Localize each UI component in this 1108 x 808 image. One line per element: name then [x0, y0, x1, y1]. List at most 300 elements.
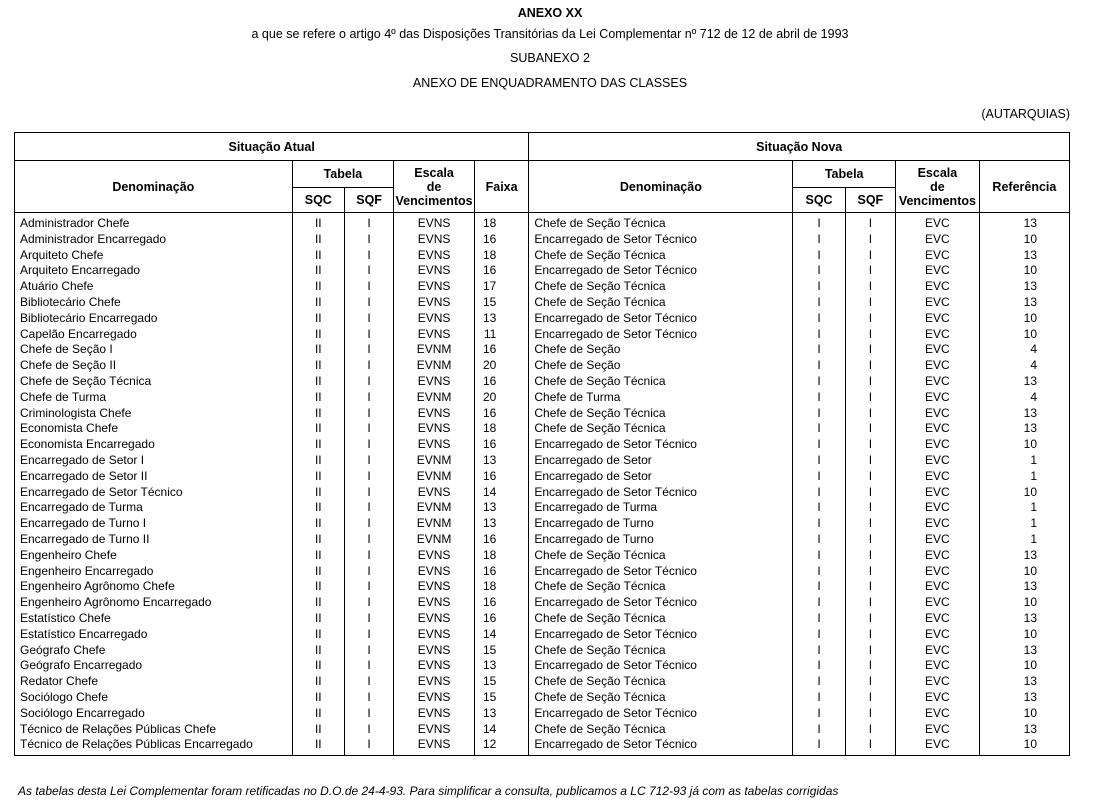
- cell-sqf: I: [344, 263, 393, 279]
- cell-sqf-new: I: [845, 263, 895, 279]
- cell-escala: EVNS: [394, 737, 475, 755]
- cell-denominacao-new: Encarregado de Turno: [529, 516, 793, 532]
- cell-sqc-new: I: [793, 706, 845, 722]
- table-row: [15, 421, 1070, 437]
- cell-escala: EVNS: [394, 658, 475, 674]
- cell-sqf-new: I: [845, 690, 895, 706]
- column-header-sqc: SQC: [292, 188, 344, 213]
- cell-escala: EVNS: [394, 213, 475, 232]
- cell-denominacao-new: Chefe de Seção Técnica: [529, 213, 793, 232]
- cell-escala-new: EVC: [896, 421, 980, 437]
- cell-sqc-new: I: [793, 595, 845, 611]
- table-row: [15, 453, 1070, 469]
- cell-escala: EVNS: [394, 643, 475, 659]
- cell-sqf-new: I: [845, 406, 895, 422]
- cell-sqc: II: [292, 469, 344, 485]
- cell-sqc-new: I: [793, 485, 845, 501]
- cell-sqf-new: I: [845, 342, 895, 358]
- cell-referencia: 13: [979, 548, 1069, 564]
- cell-escala-new: EVC: [896, 548, 980, 564]
- cell-denominacao: Administrador Chefe: [15, 213, 293, 232]
- cell-denominacao: Chefe de Seção I: [15, 342, 293, 358]
- cell-faixa: 20: [474, 358, 528, 374]
- cell-sqc: II: [292, 611, 344, 627]
- cell-referencia: 13: [979, 674, 1069, 690]
- cell-faixa: 18: [474, 248, 528, 264]
- column-header-referencia: Referência: [979, 161, 1069, 213]
- cell-sqf-new: I: [845, 627, 895, 643]
- table-row: [15, 327, 1070, 343]
- cell-sqc-new: I: [793, 548, 845, 564]
- cell-referencia: 10: [979, 327, 1069, 343]
- cell-faixa: 16: [474, 232, 528, 248]
- cell-sqc-new: I: [793, 532, 845, 548]
- cell-denominacao: Sociólogo Chefe: [15, 690, 293, 706]
- cell-denominacao: Bibliotecário Encarregado: [15, 311, 293, 327]
- cell-sqf: I: [344, 579, 393, 595]
- cell-denominacao: Bibliotecário Chefe: [15, 295, 293, 311]
- cell-sqf: I: [344, 548, 393, 564]
- cell-sqf-new: I: [845, 390, 895, 406]
- cell-escala-new: EVC: [896, 595, 980, 611]
- cell-escala-new: EVC: [896, 500, 980, 516]
- cell-sqf: I: [344, 358, 393, 374]
- cell-denominacao: Engenheiro Agrônomo Encarregado: [15, 595, 293, 611]
- cell-sqc: II: [292, 437, 344, 453]
- cell-denominacao-new: Chefe de Seção Técnica: [529, 674, 793, 690]
- cell-sqf-new: I: [845, 674, 895, 690]
- cell-escala: EVNS: [394, 627, 475, 643]
- cell-escala-new: EVC: [896, 358, 980, 374]
- cell-denominacao: Estatístico Chefe: [15, 611, 293, 627]
- cell-denominacao: Administrador Encarregado: [15, 232, 293, 248]
- cell-sqf: I: [344, 706, 393, 722]
- footer-note: As tabelas desta Lei Complementar foram retificadas no D.O.de 24-4-93. Para simplificar a consulta, publicamos a LC 712-93 já com as tabelas corrigidas: [18, 784, 839, 798]
- cell-faixa: 13: [474, 311, 528, 327]
- cell-denominacao-new: Chefe de Seção Técnica: [529, 421, 793, 437]
- table-row: [15, 737, 1070, 755]
- table-row: [15, 232, 1070, 248]
- cell-denominacao: Técnico de Relações Públicas Chefe: [15, 722, 293, 738]
- cell-referencia: 13: [979, 279, 1069, 295]
- cell-sqf-new: I: [845, 311, 895, 327]
- cell-faixa: 16: [474, 595, 528, 611]
- cell-faixa: 15: [474, 674, 528, 690]
- cell-referencia: 13: [979, 295, 1069, 311]
- table-row: [15, 706, 1070, 722]
- cell-denominacao-new: Encarregado de Setor Técnico: [529, 564, 793, 580]
- cell-sqc: II: [292, 311, 344, 327]
- cell-escala: EVNS: [394, 579, 475, 595]
- cell-denominacao-new: Chefe de Seção Técnica: [529, 579, 793, 595]
- group-header-new: Situação Nova: [529, 133, 1070, 161]
- cell-escala-new: EVC: [896, 248, 980, 264]
- cell-faixa: 16: [474, 342, 528, 358]
- cell-escala: EVNS: [394, 611, 475, 627]
- cell-sqc: II: [292, 690, 344, 706]
- cell-sqf: I: [344, 390, 393, 406]
- cell-escala-new: EVC: [896, 232, 980, 248]
- cell-escala: EVNS: [394, 421, 475, 437]
- cell-referencia: 10: [979, 311, 1069, 327]
- cell-referencia: 13: [979, 213, 1069, 232]
- cell-sqc: II: [292, 421, 344, 437]
- cell-sqc-new: I: [793, 674, 845, 690]
- classification-table: [14, 132, 1070, 756]
- cell-faixa: 13: [474, 500, 528, 516]
- cell-sqf: I: [344, 737, 393, 755]
- cell-escala-new: EVC: [896, 374, 980, 390]
- table-row: [15, 213, 1070, 232]
- cell-sqf-new: I: [845, 564, 895, 580]
- table-row: [15, 611, 1070, 627]
- cell-faixa: 13: [474, 658, 528, 674]
- cell-denominacao-new: Encarregado de Setor Técnico: [529, 658, 793, 674]
- cell-referencia: 10: [979, 485, 1069, 501]
- cell-denominacao-new: Chefe de Seção Técnica: [529, 690, 793, 706]
- cell-sqf-new: I: [845, 722, 895, 738]
- column-header-denominacao-new: Denominação: [529, 161, 793, 213]
- cell-sqf: I: [344, 248, 393, 264]
- cell-sqf-new: I: [845, 548, 895, 564]
- cell-referencia: 4: [979, 390, 1069, 406]
- cell-referencia: 13: [979, 374, 1069, 390]
- cell-referencia: 10: [979, 232, 1069, 248]
- column-header-tabela-new: Tabela: [793, 161, 896, 188]
- cell-sqc: II: [292, 737, 344, 755]
- cell-sqc-new: I: [793, 643, 845, 659]
- cell-escala: EVNS: [394, 706, 475, 722]
- cell-escala: EVNM: [394, 342, 475, 358]
- cell-denominacao-new: Encarregado de Setor Técnico: [529, 263, 793, 279]
- cell-denominacao: Encarregado de Turma: [15, 500, 293, 516]
- cell-escala: EVNS: [394, 485, 475, 501]
- cell-referencia: 1: [979, 500, 1069, 516]
- cell-escala-new: EVC: [896, 706, 980, 722]
- cell-sqf-new: I: [845, 658, 895, 674]
- cell-escala-new: EVC: [896, 643, 980, 659]
- cell-denominacao-new: Chefe de Seção Técnica: [529, 279, 793, 295]
- cell-denominacao-new: Chefe de Seção: [529, 342, 793, 358]
- cell-sqf: I: [344, 453, 393, 469]
- column-header-sqf-new: SQF: [845, 188, 895, 213]
- cell-sqc-new: I: [793, 248, 845, 264]
- cell-sqf-new: I: [845, 469, 895, 485]
- cell-escala-new: EVC: [896, 295, 980, 311]
- cell-sqc: II: [292, 722, 344, 738]
- cell-escala-new: EVC: [896, 532, 980, 548]
- table-row: [15, 406, 1070, 422]
- cell-denominacao-new: Encarregado de Setor Técnico: [529, 327, 793, 343]
- cell-sqc: II: [292, 548, 344, 564]
- cell-escala: EVNS: [394, 595, 475, 611]
- cell-sqf-new: I: [845, 279, 895, 295]
- cell-escala: EVNS: [394, 437, 475, 453]
- annex-title: ANEXO XX: [517, 6, 583, 20]
- cell-denominacao: Engenheiro Agrônomo Chefe: [15, 579, 293, 595]
- cell-faixa: 18: [474, 213, 528, 232]
- cell-escala-new: EVC: [896, 390, 980, 406]
- cell-sqc: II: [292, 532, 344, 548]
- cell-sqf: I: [344, 279, 393, 295]
- cell-escala: EVNS: [394, 311, 475, 327]
- cell-escala-new: EVC: [896, 469, 980, 485]
- cell-escala-new: EVC: [896, 627, 980, 643]
- cell-referencia: 10: [979, 627, 1069, 643]
- cell-faixa: 12: [474, 737, 528, 755]
- cell-sqf: I: [344, 516, 393, 532]
- cell-referencia: 1: [979, 453, 1069, 469]
- cell-sqf-new: I: [845, 516, 895, 532]
- table-row: [15, 579, 1070, 595]
- cell-denominacao: Geógrafo Chefe: [15, 643, 293, 659]
- cell-escala-new: EVC: [896, 737, 980, 755]
- cell-sqc: II: [292, 279, 344, 295]
- cell-denominacao: Encarregado de Setor Técnico: [15, 485, 293, 501]
- cell-denominacao: Chefe de Seção II: [15, 358, 293, 374]
- cell-referencia: 13: [979, 611, 1069, 627]
- cell-sqc-new: I: [793, 406, 845, 422]
- cell-denominacao: Sociólogo Encarregado: [15, 706, 293, 722]
- cell-sqc-new: I: [793, 421, 845, 437]
- cell-faixa: 13: [474, 706, 528, 722]
- cell-escala: EVNS: [394, 564, 475, 580]
- cell-escala-new: EVC: [896, 485, 980, 501]
- cell-sqc: II: [292, 248, 344, 264]
- annex-subtitle: a que se refere o artigo 4º das Disposições Transitórias da Lei Complementar nº 712 de 12 de abril de 1993: [251, 27, 849, 41]
- cell-referencia: 10: [979, 263, 1069, 279]
- cell-sqc: II: [292, 674, 344, 690]
- cell-escala: EVNS: [394, 722, 475, 738]
- cell-faixa: 14: [474, 722, 528, 738]
- cell-denominacao-new: Encarregado de Setor Técnico: [529, 485, 793, 501]
- cell-denominacao: Chefe de Seção Técnica: [15, 374, 293, 390]
- table-row: [15, 311, 1070, 327]
- cell-faixa: 16: [474, 469, 528, 485]
- cell-sqf: I: [344, 690, 393, 706]
- cell-escala: EVNM: [394, 390, 475, 406]
- cell-escala: EVNM: [394, 500, 475, 516]
- cell-referencia: 10: [979, 658, 1069, 674]
- cell-denominacao-new: Chefe de Turma: [529, 390, 793, 406]
- cell-sqc: II: [292, 358, 344, 374]
- cell-referencia: 13: [979, 421, 1069, 437]
- cell-escala-new: EVC: [896, 327, 980, 343]
- cell-referencia: 1: [979, 516, 1069, 532]
- cell-faixa: 15: [474, 643, 528, 659]
- cell-sqc-new: I: [793, 213, 845, 232]
- cell-denominacao: Atuário Chefe: [15, 279, 293, 295]
- cell-sqf-new: I: [845, 500, 895, 516]
- cell-escala-new: EVC: [896, 213, 980, 232]
- cell-denominacao: Encarregado de Setor II: [15, 469, 293, 485]
- cell-sqc: II: [292, 406, 344, 422]
- cell-faixa: 15: [474, 295, 528, 311]
- cell-sqc-new: I: [793, 263, 845, 279]
- cell-sqf: I: [344, 627, 393, 643]
- cell-escala-new: EVC: [896, 579, 980, 595]
- cell-denominacao-new: Encarregado de Setor Técnico: [529, 311, 793, 327]
- cell-sqc-new: I: [793, 627, 845, 643]
- table-row: [15, 595, 1070, 611]
- cell-denominacao: Encarregado de Turno I: [15, 516, 293, 532]
- cell-denominacao: Estatístico Encarregado: [15, 627, 293, 643]
- cell-sqc: II: [292, 627, 344, 643]
- cell-escala-new: EVC: [896, 279, 980, 295]
- cell-escala: EVNS: [394, 279, 475, 295]
- cell-escala: EVNS: [394, 232, 475, 248]
- cell-sqf: I: [344, 437, 393, 453]
- cell-referencia: 10: [979, 595, 1069, 611]
- cell-sqf-new: I: [845, 485, 895, 501]
- cell-denominacao: Chefe de Turma: [15, 390, 293, 406]
- table-row: [15, 342, 1070, 358]
- cell-denominacao-new: Chefe de Seção Técnica: [529, 611, 793, 627]
- cell-sqf: I: [344, 485, 393, 501]
- cell-sqf-new: I: [845, 248, 895, 264]
- table-row: [15, 437, 1070, 453]
- cell-sqc-new: I: [793, 342, 845, 358]
- cell-sqf-new: I: [845, 213, 895, 232]
- cell-faixa: 11: [474, 327, 528, 343]
- cell-sqf: I: [344, 421, 393, 437]
- cell-denominacao-new: Encarregado de Turma: [529, 500, 793, 516]
- cell-sqf-new: I: [845, 706, 895, 722]
- cell-referencia: 10: [979, 437, 1069, 453]
- cell-sqf: I: [344, 469, 393, 485]
- table-row: [15, 248, 1070, 264]
- cell-referencia: 4: [979, 358, 1069, 374]
- cell-referencia: 13: [979, 248, 1069, 264]
- cell-sqf-new: I: [845, 295, 895, 311]
- cell-sqf-new: I: [845, 358, 895, 374]
- cell-denominacao-new: Chefe de Seção Técnica: [529, 643, 793, 659]
- cell-sqc: II: [292, 706, 344, 722]
- cell-sqf-new: I: [845, 374, 895, 390]
- cell-sqc-new: I: [793, 453, 845, 469]
- cell-sqf-new: I: [845, 437, 895, 453]
- cell-denominacao-new: Encarregado de Setor Técnico: [529, 627, 793, 643]
- cell-escala: EVNS: [394, 690, 475, 706]
- cell-escala: EVNM: [394, 469, 475, 485]
- cell-sqf: I: [344, 674, 393, 690]
- cell-sqc-new: I: [793, 232, 845, 248]
- table-row: [15, 532, 1070, 548]
- cell-denominacao-new: Encarregado de Setor Técnico: [529, 706, 793, 722]
- cell-referencia: 13: [979, 579, 1069, 595]
- cell-denominacao: Criminologista Chefe: [15, 406, 293, 422]
- cell-sqf-new: I: [845, 327, 895, 343]
- cell-sqc-new: I: [793, 737, 845, 755]
- cell-faixa: 16: [474, 406, 528, 422]
- column-header-tabela: Tabela: [292, 161, 394, 188]
- table-row: [15, 374, 1070, 390]
- cell-sqf: I: [344, 532, 393, 548]
- cell-referencia: 1: [979, 469, 1069, 485]
- table-row: [15, 658, 1070, 674]
- cell-escala: EVNM: [394, 532, 475, 548]
- cell-denominacao: Economista Encarregado: [15, 437, 293, 453]
- cell-escala: EVNS: [394, 674, 475, 690]
- cell-escala-new: EVC: [896, 674, 980, 690]
- cell-sqf: I: [344, 595, 393, 611]
- cell-sqc-new: I: [793, 390, 845, 406]
- cell-faixa: 13: [474, 516, 528, 532]
- cell-denominacao-new: Chefe de Seção Técnica: [529, 295, 793, 311]
- cell-sqf: I: [344, 232, 393, 248]
- cell-denominacao-new: Encarregado de Setor Técnico: [529, 437, 793, 453]
- cell-escala: EVNS: [394, 406, 475, 422]
- cell-sqf: I: [344, 406, 393, 422]
- cell-sqc: II: [292, 232, 344, 248]
- cell-denominacao-new: Encarregado de Setor Técnico: [529, 595, 793, 611]
- cell-sqc-new: I: [793, 374, 845, 390]
- cell-referencia: 10: [979, 737, 1069, 755]
- subannex-label: SUBANEXO 2: [510, 51, 590, 65]
- cell-faixa: 15: [474, 690, 528, 706]
- cell-denominacao: Geógrafo Encarregado: [15, 658, 293, 674]
- cell-denominacao: Capelão Encarregado: [15, 327, 293, 343]
- cell-faixa: 16: [474, 532, 528, 548]
- cell-sqf: I: [344, 311, 393, 327]
- cell-escala-new: EVC: [896, 564, 980, 580]
- cell-faixa: 16: [474, 611, 528, 627]
- cell-referencia: 13: [979, 690, 1069, 706]
- cell-escala-new: EVC: [896, 658, 980, 674]
- cell-referencia: 1: [979, 532, 1069, 548]
- cell-faixa: 16: [474, 564, 528, 580]
- cell-sqf: I: [344, 564, 393, 580]
- cell-sqc: II: [292, 453, 344, 469]
- cell-sqf: I: [344, 643, 393, 659]
- cell-sqc-new: I: [793, 579, 845, 595]
- cell-sqc-new: I: [793, 437, 845, 453]
- table-row: [15, 690, 1070, 706]
- cell-denominacao-new: Chefe de Seção Técnica: [529, 548, 793, 564]
- cell-escala-new: EVC: [896, 437, 980, 453]
- cell-escala-new: EVC: [896, 722, 980, 738]
- cell-sqf: I: [344, 374, 393, 390]
- cell-sqc-new: I: [793, 564, 845, 580]
- cell-referencia: 13: [979, 722, 1069, 738]
- cell-referencia: 13: [979, 406, 1069, 422]
- cell-sqc-new: I: [793, 295, 845, 311]
- cell-sqf: I: [344, 658, 393, 674]
- cell-sqf-new: I: [845, 532, 895, 548]
- table-row: [15, 516, 1070, 532]
- cell-sqc: II: [292, 485, 344, 501]
- cell-faixa: 18: [474, 548, 528, 564]
- table-row: [15, 564, 1070, 580]
- table-row: [15, 279, 1070, 295]
- cell-denominacao-new: Encarregado de Setor: [529, 453, 793, 469]
- cell-referencia: 10: [979, 706, 1069, 722]
- cell-referencia: 13: [979, 643, 1069, 659]
- cell-escala: EVNM: [394, 516, 475, 532]
- cell-escala: EVNS: [394, 327, 475, 343]
- cell-sqc-new: I: [793, 311, 845, 327]
- cell-escala-new: EVC: [896, 342, 980, 358]
- cell-sqc-new: I: [793, 358, 845, 374]
- cell-sqc: II: [292, 643, 344, 659]
- cell-sqf-new: I: [845, 421, 895, 437]
- cell-faixa: 18: [474, 421, 528, 437]
- cell-sqf-new: I: [845, 737, 895, 755]
- table-row: [15, 643, 1070, 659]
- cell-denominacao: Técnico de Relações Públicas Encarregado: [15, 737, 293, 755]
- cell-faixa: 17: [474, 279, 528, 295]
- cell-faixa: 14: [474, 627, 528, 643]
